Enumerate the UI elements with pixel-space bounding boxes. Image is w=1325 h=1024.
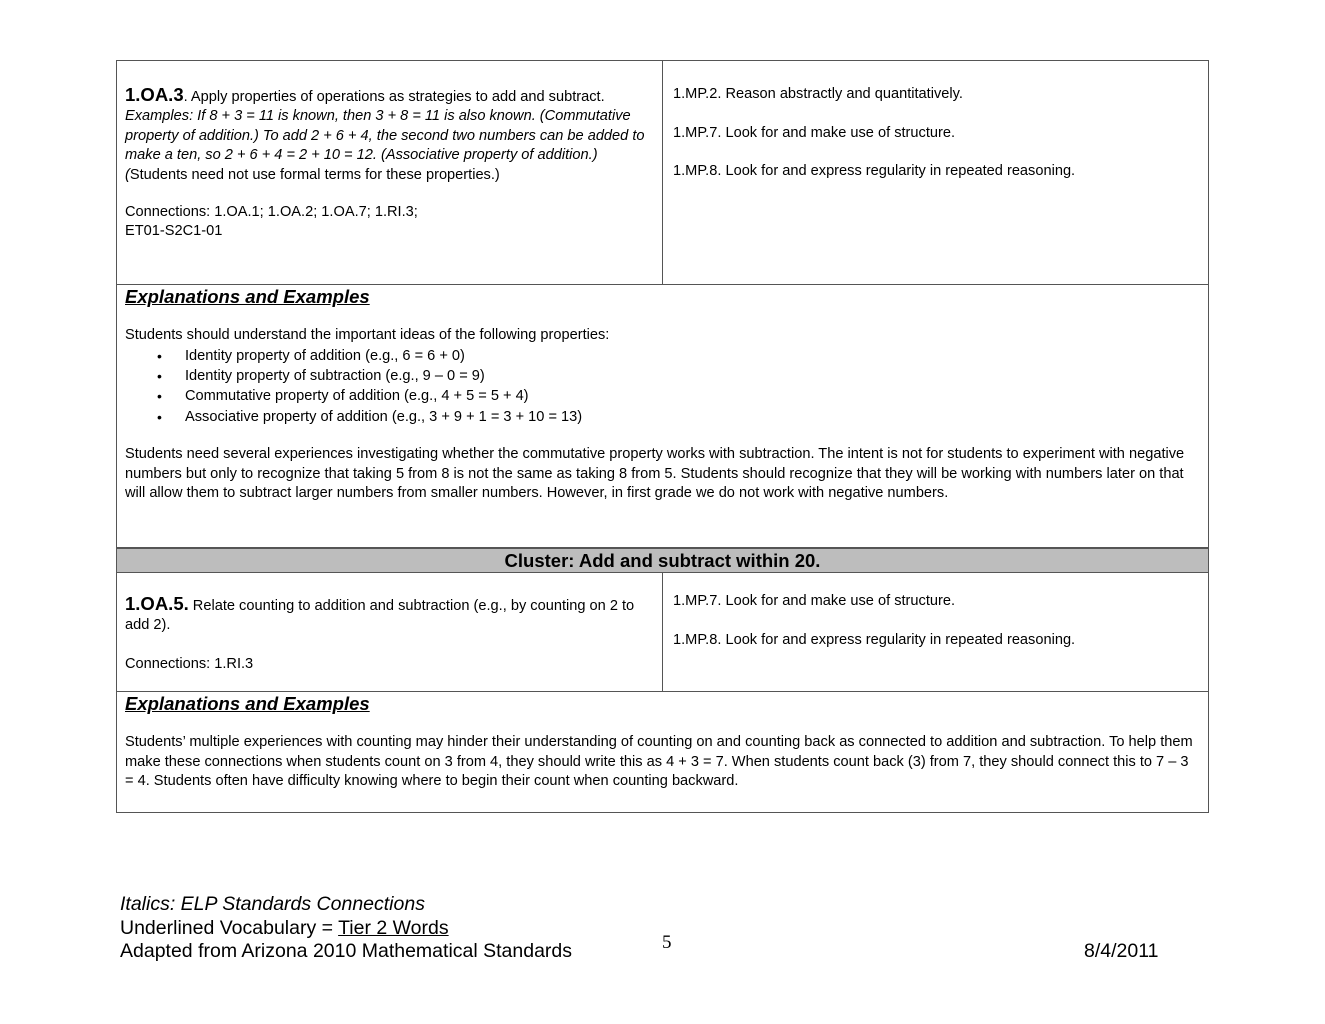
standard-row-1oa5 (117, 573, 1208, 692)
connections (125, 203, 654, 242)
footer-vocab-underlined: Tier 2 Words (338, 916, 449, 939)
footer-vocabulary-note (120, 917, 572, 941)
footer-italics-note: Italics: ELP Standards Connections (120, 893, 425, 915)
footer-date: 8/4/2011 (1084, 940, 1159, 962)
mp-item: 1.MP.2. Reason abstractly and quantitatively. (673, 86, 963, 102)
standard-intro: . Apply properties of operations as strategies to add and subtract. (183, 89, 605, 105)
explanations-row-2 (117, 692, 1208, 812)
connections-line-2: ET01-S2C1-01 (125, 223, 223, 240)
mp-item: 1.MP.7. Look for and make use of structure. (673, 124, 956, 141)
explanations-cell (117, 692, 1208, 812)
explanations-intro: Students should understand the important ideas of the following properties: (125, 327, 610, 343)
standard-cell (117, 61, 663, 284)
standards-table (116, 60, 1209, 813)
explanations-paragraph: Students need several experiences investigating whether the commutative property works with subtraction. The intent is not for students to experiment with negative numbers but only to recognize that taking 5 from 8 is not the same as taking 8 from 5. Students should recognize that they will be working with numbers later on that will allow them to subtract larger numbers from smaller numbers. However, in first grade we do not work with negative numbers. (125, 446, 1185, 502)
explanations-heading: Explanations and Examples (125, 286, 370, 307)
properties-list (125, 346, 1200, 428)
standard-tail: Students need not use formal terms for these properties.) (129, 166, 500, 183)
page-footer (120, 893, 572, 964)
standard-text: Relate counting to addition and subtraction (e.g., by counting on 2 to add 2). (125, 598, 635, 634)
standard-description (125, 85, 654, 185)
explanations-heading: Explanations and Examples (125, 693, 370, 714)
list-item: • Identity property of addition (e.g., 6 = 6 + 0) (185, 346, 1200, 366)
mathematical-practices-cell (663, 573, 1208, 691)
explanations-cell (117, 285, 1208, 547)
mp-item: 1.MP.8. Look for and express regularity in repeated reasoning. (673, 163, 1076, 179)
connections: Connections: 1.RI.3 (125, 655, 254, 672)
mathematical-practices-cell (663, 61, 1208, 284)
list-item: • Associative property of addition (e.g., 3 + 9 + 1 = 3 + 10 = 13) (185, 407, 1200, 427)
footer-source: Adapted from Arizona 2010 Mathematical Standards (120, 940, 573, 962)
list-item: • Identity property of subtraction (e.g., 9 – 0 = 9) (185, 366, 1200, 386)
list-item: • Commutative property of addition (e.g., 4 + 5 = 5 + 4) (185, 386, 1200, 406)
standard-cell (117, 573, 663, 691)
mp-item: 1.MP.8. Look for and express regularity in repeated reasoning. (673, 631, 1076, 648)
standard-code: 1.OA.5. (125, 593, 189, 614)
standard-examples: Examples: If 8 + 3 = 11 is known, then 3 + 8 = 11 is also known. (Commutative property of addition.) To add 2 + 6 + 4, the second two numbers can be added to make a ten, so 2 + 6 + 4 = 2 + 10 = 12. (Associative property of addition.) ( (125, 108, 645, 183)
page-number: 5 (662, 932, 672, 953)
standard-code: 1.OA.3 (125, 84, 184, 105)
mp-item: 1.MP.7. Look for and make use of structure. (673, 593, 956, 609)
explanations-row-1 (117, 285, 1208, 548)
standard-description (125, 594, 654, 636)
footer-vocab-prefix: Underlined Vocabulary = (120, 916, 339, 939)
explanations-paragraph: Students’ multiple experiences with counting may hinder their understanding of counting on and counting back as connected to addition and subtraction. To help them make these connections when students count on 3 from 4, they should write this as 4 + 3 = 7. When students count back (3) from 7, they should connect this to 7 – 3 = 4. Students often have difficulty knowing where to begin their count when counting backward. (125, 734, 1193, 789)
cluster-heading: Cluster: Add and subtract within 20. (117, 548, 1208, 573)
connections-line-1: Connections: 1.OA.1; 1.OA.2; 1.OA.7; 1.RI.3; (125, 204, 418, 221)
standard-row-1oa3 (117, 61, 1208, 285)
